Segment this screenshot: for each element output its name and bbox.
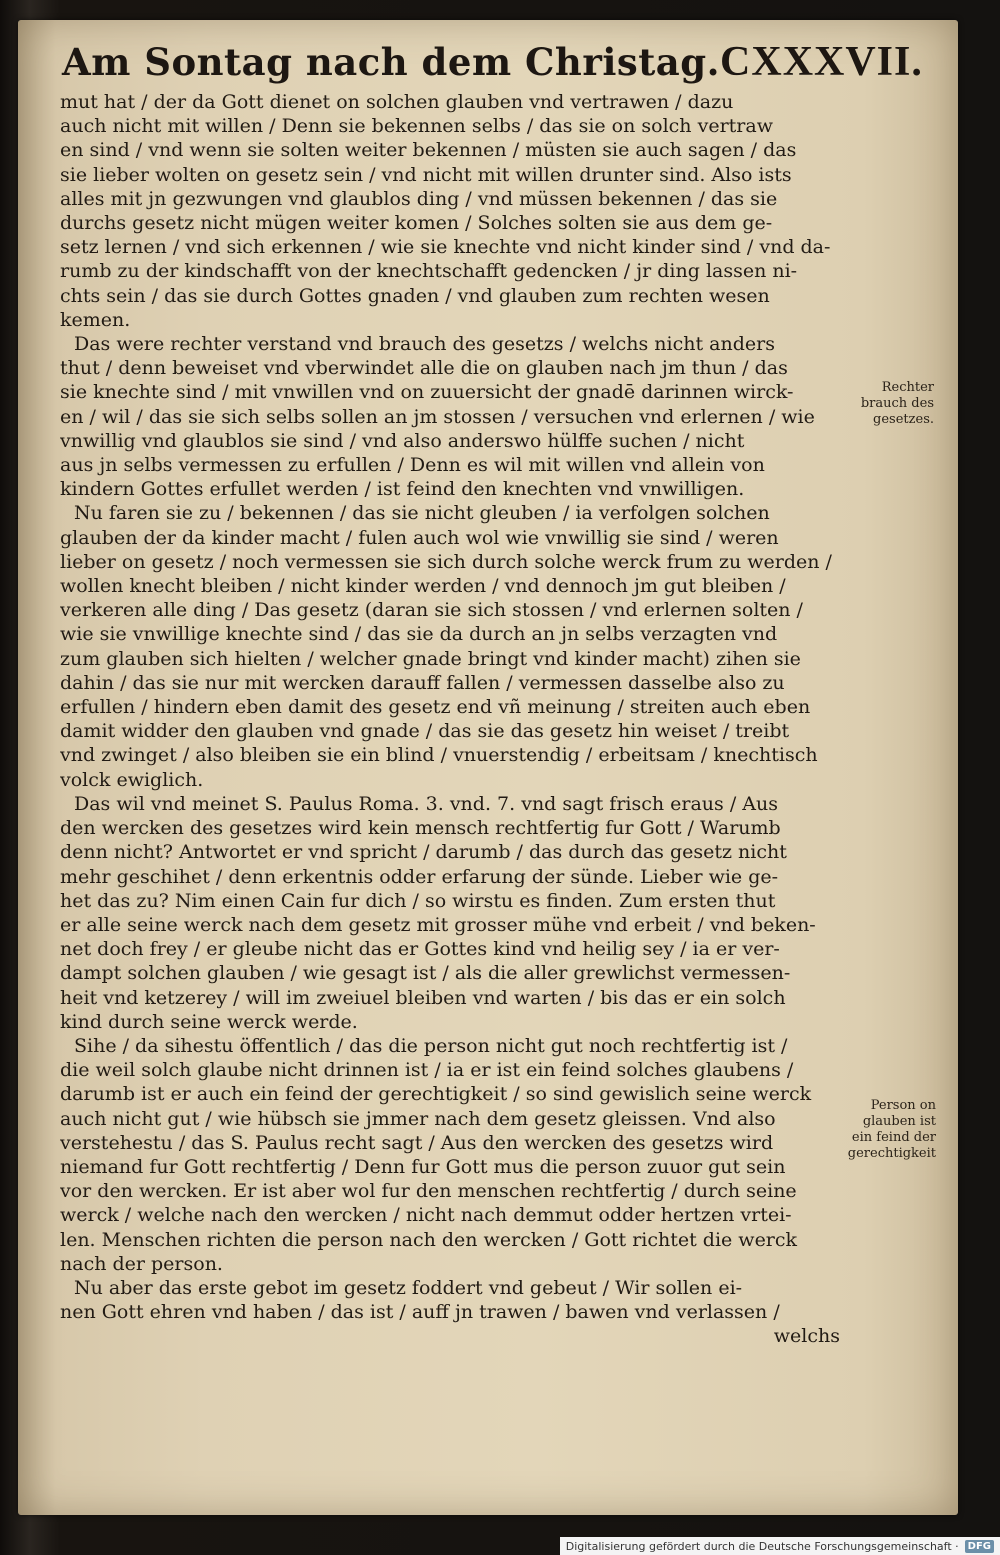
paragraph: [60, 90, 840, 332]
text-line: heit vnd ketzerey / will im zweiuel bleiben vnd warten / bis das er ein solch: [60, 986, 786, 1009]
text-line: aus jn selbs vermessen zu erfullen / Denn es wil mit willen vnd allein von: [60, 454, 765, 477]
text-line: len. Menschen richten die person nach den wercken / Gott richtet die werck: [60, 1228, 798, 1251]
text-line: denn nicht? Antwortet er vnd spricht / darumb / das durch das gesetz nicht: [60, 841, 787, 864]
paragraph: [60, 1276, 840, 1324]
footer-bar: [560, 1537, 1000, 1555]
text-line: en sind / vnd wenn sie solten weiter bekennen / müsten sie auch sagen / das: [60, 139, 797, 162]
text-line: wie sie vnwillige knechte sind / das sie da durch an jn selbs verzagten vnd: [60, 623, 778, 646]
marginal-line: brauch des: [860, 396, 934, 411]
text-line: auch nicht gut / wie hübsch sie jmmer nach dem gesetz gleissen. Vnd also: [60, 1107, 776, 1130]
text-line: wollen knecht bleiben / nicht kinder werden / vnd dennoch jm gut bleiben /: [60, 575, 786, 598]
text-line: chts sein / das sie durch Gottes gnaden / vnd glauben zum rechten wesen: [60, 284, 770, 307]
text-line: glauben der da kinder macht / fulen auch wol wie vnwillig sie sind / weren: [60, 526, 779, 549]
catchword: welchs: [773, 1325, 840, 1348]
text-line: Nu aber das erste gebot im gesetz foddert vnd gebeut / Wir sollen ei-: [74, 1276, 743, 1299]
text-line: kemen.: [60, 308, 131, 331]
page-title: Am Sontag nach dem Christag.: [62, 40, 721, 84]
text-line: Sihe / da sihestu öffentlich / das die person nicht gut noch rechtfertig ist /: [74, 1034, 788, 1057]
text-line: werck / welche nach den wercken / nicht nach demmut odder hertzen vrtei-: [60, 1204, 792, 1227]
text-line: vor den wercken. Er ist aber wol fur den menschen rechtfertig / durch seine: [60, 1180, 797, 1203]
text-line: durchs gesetz nicht mügen weiter komen / Solches solten sie aus dem ge-: [60, 212, 773, 235]
marginal-note: [836, 1098, 936, 1162]
folio-number: CXXXVII.: [720, 39, 923, 85]
text-line: mut hat / der da Gott dienet on solchen glauben vnd vertrawen / dazu: [60, 91, 734, 113]
text-line: alles mit jn gezwungen vnd glaublos ding / vnd müssen bekennen / das sie: [60, 187, 778, 210]
text-line: dahin / das sie nur mit wercken darauff fallen / vermessen dasselbe also zu: [60, 671, 785, 694]
text-line: sie lieber wolten on gesetz sein / vnd nicht mit willen drunter sind. Also ists: [60, 163, 792, 186]
text-line: thut / denn beweiset vnd vberwindet alle die on glauben nach jm thun / das: [60, 357, 788, 380]
text-line: zum glauben sich hielten / welcher gnade bringt vnd kinder macht) zihen sie: [60, 647, 801, 670]
text-line: vnwillig vnd glaublos sie sind / vnd also anderswo hülffe suchen / nicht: [60, 429, 745, 452]
text-line: niemand fur Gott rechtfertig / Denn fur Gott mus die person zuuor gut sein: [60, 1155, 786, 1178]
text-line: Das were rechter verstand vnd brauch des gesetzs / welchs nicht anders: [74, 333, 775, 356]
text-line: verstehestu / das S. Paulus recht sagt / Aus den wercken des gesetzs wird: [60, 1131, 774, 1154]
paragraph: [60, 1034, 840, 1276]
text-line: net doch frey / er gleube nicht das er Gottes kind vnd heilig sey / ia er ver-: [60, 938, 780, 961]
text-line: lieber on gesetz / noch vermessen sie sich durch solche werck frum zu werden /: [60, 550, 832, 573]
text-line: die weil solch glaube nicht drinnen ist / ia er ist ein feind solches glaubens /: [60, 1059, 794, 1082]
text-line: volck ewiglich.: [60, 768, 204, 791]
paragraph: [60, 501, 840, 791]
text-line: verkeren alle ding / Das gesetz (daran sie sich stossen / vnd erlernen solten /: [60, 599, 803, 622]
paragraph: [60, 792, 840, 1034]
dfg-logo-icon: DFG: [965, 1540, 994, 1553]
main-text: [60, 90, 840, 1349]
text-line: damit widder den glauben vnd gnade / das sie das gesetz hin weiset / treibt: [60, 720, 790, 743]
text-line: kindern Gottes erfullet werden / ist feind den knechten vnd vnwilligen.: [60, 478, 745, 501]
text-line: het das zu? Nim einen Cain fur dich / so wirstu es finden. Zum ersten thut: [60, 889, 776, 912]
text-line: rumb zu der kindschafft von der knechtschafft gedencken / jr ding lassen ni-: [60, 260, 798, 283]
marginal-line: Rechter: [881, 380, 934, 395]
text-line: Das wil vnd meinet S. Paulus Roma. 3. vnd. 7. vnd sagt frisch eraus / Aus: [74, 792, 778, 815]
marginal-line: glauben ist: [862, 1114, 936, 1129]
text-line: en / wil / das sie sich selbs sollen an jm stossen / versuchen vnd erlernen / wie: [60, 405, 815, 428]
running-header: [62, 38, 923, 94]
paragraph: [60, 332, 840, 501]
funding-credit: Digitalisierung gefördert durch die Deutsche Forschungsgemeinschaft ·: [565, 1539, 959, 1553]
marginal-line: Person on: [870, 1098, 936, 1113]
text-line: darumb ist er auch ein feind der gerechtigkeit / so sind gewislich seine werck: [60, 1083, 812, 1106]
text-line: er alle seine werck nach dem gesetz mit grosser mühe vnd erbeit / vnd beken-: [60, 913, 816, 936]
marginal-line: ein feind der: [851, 1130, 936, 1145]
text-line: Nu faren sie zu / bekennen / das sie nicht gleuben / ia verfolgen solchen: [74, 502, 770, 525]
text-line: sie knechte sind / mit vnwillen vnd on zuuersicht der gnadē darinnen wirck-: [60, 381, 794, 404]
marginal-line: gesetzes.: [873, 412, 934, 427]
text-line: den wercken des gesetzes wird kein mensch rechtfertig fur Gott / Warumb: [60, 817, 781, 840]
marginal-note: [842, 380, 934, 428]
marginal-line: gerechtigkeit: [847, 1146, 936, 1161]
text-line: kind durch seine werck werde.: [60, 1010, 358, 1033]
text-line: nen Gott ehren vnd haben / das ist / auff jn trawen / bawen vnd verlassen /: [60, 1301, 780, 1324]
text-line: setz lernen / vnd sich erkennen / wie sie knechte vnd nicht kinder sind / vnd da-: [60, 236, 831, 259]
text-line: erfullen / hindern eben damit des gesetz end vñ meinung / streiten auch eben: [60, 696, 811, 719]
text-line: nach der person.: [60, 1252, 223, 1275]
text-line: mehr geschihet / denn erkentnis odder erfarung der sünde. Lieber wie ge-: [60, 865, 779, 888]
text-line: vnd zwinget / also bleiben sie ein blind / vnuerstendig / erbeitsam / knechtisch: [60, 744, 818, 767]
text-line: dampt solchen glauben / wie gesagt ist / als die aller grewlichst vermessen-: [60, 962, 791, 985]
text-line: auch nicht mit willen / Denn sie bekennen selbs / das sie on solch vertraw: [60, 115, 773, 138]
